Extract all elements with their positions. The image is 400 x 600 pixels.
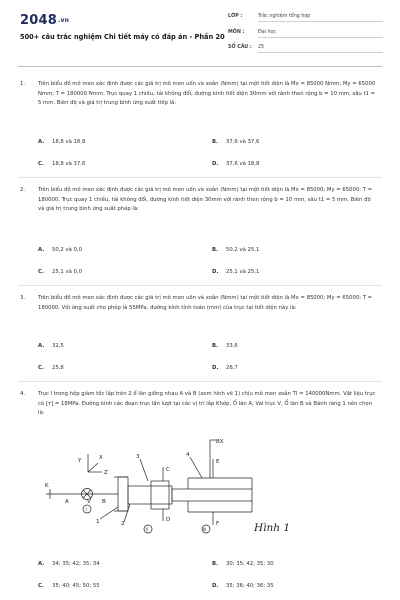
question-divider [18, 177, 382, 178]
option-letter: A. [38, 139, 45, 145]
option-b[interactable] [212, 247, 259, 253]
meta-value: 25 [258, 45, 383, 53]
option-d[interactable] [212, 583, 274, 589]
label-d: D [166, 517, 171, 523]
leader-2 [124, 504, 130, 522]
option-c[interactable] [38, 365, 64, 371]
option-text: 25,1 và 0,0 [52, 269, 82, 275]
option-letter: C. [38, 583, 44, 589]
meta-value: Đại học [258, 30, 383, 38]
label-4: 4 [186, 452, 190, 458]
option-letter: C. [38, 161, 44, 167]
label-k: K [45, 483, 49, 489]
option-letter: A. [38, 343, 45, 349]
gear-1-body [118, 477, 128, 511]
option-text: 35; 40; 45; 50; 55 [52, 583, 100, 589]
logo-text: 2048 [20, 13, 57, 28]
question-divider [18, 285, 382, 286]
shaft-section-c [128, 486, 172, 504]
option-text: 25,1 và 25,1 [226, 269, 260, 275]
option-c[interactable] [38, 269, 82, 275]
option-letter: D. [212, 161, 219, 167]
site-logo[interactable] [20, 13, 69, 28]
label-f: F [216, 521, 220, 527]
label-v: V [87, 499, 91, 505]
label-2: 2 [121, 521, 125, 527]
option-letter: B. [212, 139, 219, 145]
shaft-section-e [172, 489, 252, 501]
page-title: 500+ câu trắc nghiệm Chi tiết máy có đáp án - Phần 20 [20, 33, 225, 41]
label-roman-1: I [85, 507, 87, 512]
label-z: Z [104, 470, 108, 476]
option-text: 50,2 và 25,1 [226, 247, 260, 253]
question-text: Trên biểu đồ mô men xác định được các giá trị mô men uốn và xoắn (Nmm) tại một tiết diện là Mx = 85000; My = 65000; T = 180000. Với ứng suất cho phép là 55MPa, đường kính tính toán (mm) của trục tại tiết diện này là: [38, 295, 373, 311]
option-d[interactable] [212, 269, 259, 275]
option-text: 34; 35; 42; 35; 34 [52, 561, 100, 567]
option-letter: D. [212, 583, 219, 589]
option-letter: B. [212, 561, 219, 567]
option-text: 50,2 và 0,0 [52, 247, 82, 253]
option-a[interactable] [38, 247, 82, 253]
label-bx: BX [216, 439, 224, 445]
header-divider [18, 66, 382, 67]
question-text: Trục I trong hộp giảm tốc lắp trên 2 ổ lăn giống nhau A và B (xem hình vẽ 1) chịu mô men xoắn TI = 140000Nmm. Vật liệu trục có [τ] = 18MPa. Đường kính các đoạn trục lần lượt tại các vị trí lắp Khớp, Ổ lăn A; Vai trục V, Ổ lăn B và Bánh răng 1 nên chọn là: [38, 391, 376, 417]
label-e: E [216, 459, 220, 465]
option-letter: D. [212, 365, 219, 371]
option-letter: C. [38, 365, 44, 371]
question-number: 3. [20, 295, 26, 301]
question-text: Trên biểu đồ mô men xác định được các giá trị mô men uốn và xoắn (Nmm) tại một tiết diện là Mx = 85000 Nmm; My = 65000 Nmm; T = 180000 Nmm. Trục quay 1 chiều, tải không đổi, đường kính tiết diện 30mm với rãnh then rộng b = 10 mm, sâu t1 = 5 mm. Biên độ và giá trị trung bình ứng suất tiếp là: [38, 81, 376, 107]
label-c: C [166, 467, 170, 473]
leader-3 [140, 459, 148, 481]
label-roman-2: II [145, 527, 148, 532]
option-text: 25,8 [52, 365, 64, 371]
label-b: B [102, 499, 106, 505]
option-d[interactable] [212, 161, 259, 167]
option-c[interactable] [38, 161, 85, 167]
option-text: 35; 36; 40; 36; 35 [226, 583, 274, 589]
label-roman-3: III [202, 527, 207, 532]
option-letter: B. [212, 247, 219, 253]
option-letter: A. [38, 561, 45, 567]
logo-tld: .vn [57, 17, 70, 24]
option-text: 32,5 [52, 343, 64, 349]
leader-4 [190, 457, 202, 478]
question-number: 4. [20, 391, 26, 397]
option-a[interactable] [38, 343, 64, 349]
option-letter: A. [38, 247, 45, 253]
roman-circle-1 [83, 505, 91, 513]
label-a: A [65, 499, 69, 505]
question-divider [18, 381, 382, 382]
option-text: 30; 35; 42; 35; 30 [226, 561, 274, 567]
figure-caption: Hình 1 [254, 522, 291, 534]
question-number: 1. [20, 81, 26, 87]
gear-3-body [151, 481, 169, 509]
option-b[interactable] [212, 139, 259, 145]
option-b[interactable] [212, 343, 238, 349]
label-3: 3 [136, 454, 140, 460]
question-text: Trên biểu đồ mô men xác định được các giá trị mô men uốn và xoắn (Nmm) tại một tiết diện là Mx = 85000; My = 65000; T = 180000. Trục quay 1 chiều, tải không đổi, đường kính tiết diện 30mm với rãnh then rộng b = 10 mm, sâu t1 = 5 mm. Biên độ và giá trị trung bình ứng suất pháp là: [38, 187, 373, 213]
option-text: 37,6 và 18,8 [226, 161, 260, 167]
page-header [0, 0, 400, 64]
meta-label: MÔN : [228, 30, 245, 35]
question-number: 2. [20, 187, 26, 193]
option-d[interactable] [212, 365, 238, 371]
option-text: 26,7 [226, 365, 238, 371]
option-b[interactable] [212, 561, 274, 567]
option-letter: D. [212, 269, 219, 275]
option-a[interactable] [38, 561, 100, 567]
option-a[interactable] [38, 139, 85, 145]
meta-label: SỐ CÂU : [228, 45, 252, 50]
label-1: 1 [96, 519, 100, 525]
leader-1 [100, 507, 118, 519]
meta-value: Trắc nghiệm tổng hợp [258, 14, 383, 22]
label-x: X [99, 455, 103, 461]
option-letter: B. [212, 343, 219, 349]
option-text: 18,8 và 37,6 [52, 161, 86, 167]
option-c[interactable] [38, 583, 100, 589]
axis-x-line [88, 463, 98, 472]
option-text: 33,6 [226, 343, 238, 349]
option-text: 18,8 và 18,8 [52, 139, 86, 145]
label-y: Y [78, 458, 82, 464]
option-letter: C. [38, 269, 44, 275]
meta-label: LỚP : [228, 14, 243, 19]
option-text: 37,6 và 37,6 [226, 139, 260, 145]
